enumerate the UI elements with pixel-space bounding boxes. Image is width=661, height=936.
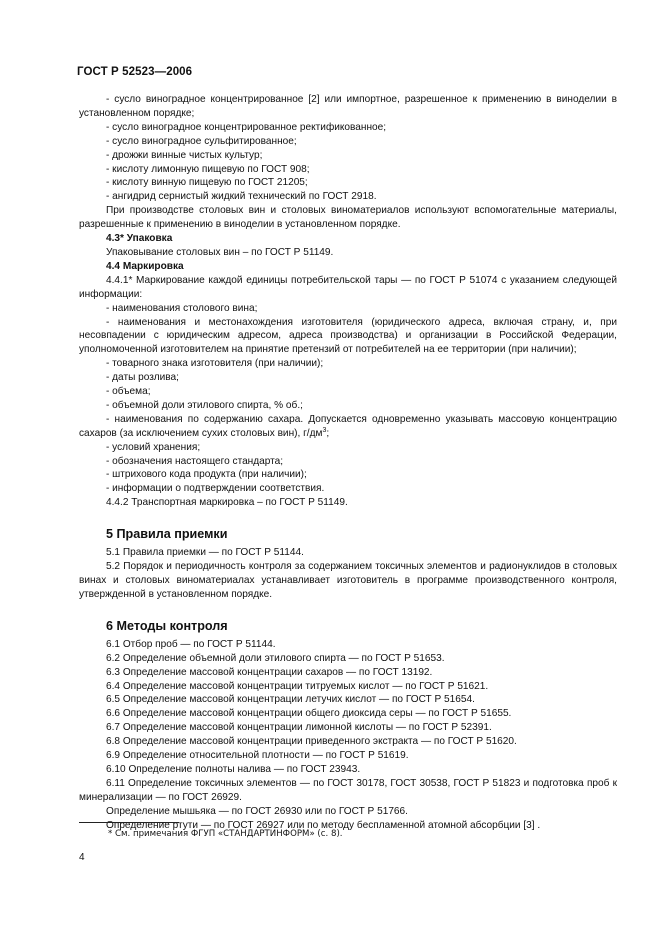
list-item: - информации о подтверждении соответствия. bbox=[106, 483, 325, 495]
list-item: - условий хранения; bbox=[106, 441, 201, 453]
list-item bbox=[79, 413, 617, 441]
document-body bbox=[79, 93, 617, 833]
document-header: ГОСТ Р 52523—2006 bbox=[77, 66, 193, 78]
paragraph: 4.4.2 Транспортная маркировка – по ГОСТ Р 51149. bbox=[106, 497, 348, 509]
paragraph: 5.2 Порядок и периодичность контроля за содержанием токсичных элементов и радионуклидов в столовых винах и столовых виноматериалах устанавливает изготовитель в программе производственного контроля, утвержденной в установленном порядке. bbox=[79, 561, 617, 600]
list-item: - дрожжи винные чистых культур; bbox=[106, 149, 263, 161]
page-number: 4 bbox=[79, 852, 85, 863]
superscript: 3 bbox=[322, 426, 327, 434]
footnote-divider bbox=[79, 822, 179, 823]
list-item: - кислоту лимонную пищевую по ГОСТ 908; bbox=[106, 163, 310, 175]
list-item: - штрихового кода продукта (при наличии); bbox=[106, 469, 307, 481]
list-item: - сусло виноградное сульфитированное; bbox=[106, 135, 297, 147]
paragraph: 6.5 Определение массовой концентрации летучих кислот — по ГОСТ Р 51654. bbox=[106, 694, 475, 706]
paragraph: 6.8 Определение массовой концентрации приведенного экстракта — по ГОСТ Р 51620. bbox=[106, 736, 517, 748]
sugar-item-text: - наименования по содержанию сахара. Допускается одновременно указывать массовую концентрацию сахаров (за исключением сухих столовых вин), г/дм bbox=[79, 413, 617, 439]
paragraph: 6.7 Определение массовой концентрации лимонной кислоты — по ГОСТ Р 52391. bbox=[106, 722, 492, 734]
list-item: - обозначения настоящего стандарта; bbox=[106, 455, 284, 467]
paragraph: 6.2 Определение объемной доли этилового спирта — по ГОСТ Р 51653. bbox=[106, 652, 445, 664]
subsection-heading-4-3: 4.3* Упаковка bbox=[106, 233, 173, 245]
paragraph: 6.6 Определение массовой концентрации общего диоксида серы — по ГОСТ Р 51655. bbox=[106, 708, 512, 720]
subsection-heading-4-4: 4.4 Маркировка bbox=[106, 260, 184, 272]
list-item: - товарного знака изготовителя (при наличии); bbox=[106, 358, 324, 370]
list-item: - объемной доли этилового спирта, % об.; bbox=[106, 399, 303, 411]
paragraph: 6.10 Определение полноты налива — по ГОСТ 23943. bbox=[106, 763, 361, 775]
section-heading-5: 5 Правила приемки bbox=[106, 527, 228, 542]
paragraph: При производстве столовых вин и столовых виноматериалов используют вспомогательные материалы, разрешенные к применению в виноделии в установленном порядке. bbox=[79, 205, 617, 231]
list-item: - даты розлива; bbox=[106, 372, 179, 384]
paragraph: 5.1 Правила приемки — по ГОСТ Р 51144. bbox=[106, 547, 304, 559]
paragraph: 6.3 Определение массовой концентрации сахаров — по ГОСТ 13192. bbox=[106, 666, 433, 678]
footnote: * См. примечания ФГУП «СТАНДАРТИНФОРМ» (с. 8). bbox=[108, 829, 343, 839]
paragraph: 4.4.1* Маркирование каждой единицы потребительской тары — по ГОСТ Р 51074 с указанием следующей информации: bbox=[79, 274, 617, 300]
list-item: - сусло виноградное концентрированное ректификованное; bbox=[106, 121, 387, 133]
list-item: - ангидрид сернистый жидкий технический по ГОСТ 2918. bbox=[106, 191, 377, 203]
paragraph: 6.11 Определение токсичных элементов — по ГОСТ 30178, ГОСТ 30538, ГОСТ Р 51823 и подготовка проб к минерализации — по ГОСТ 26929. bbox=[79, 777, 617, 803]
paragraph: Определение ртути — по ГОСТ 26927 или по методу беспламенной атомной абсорбции [3] . bbox=[106, 819, 541, 831]
list-item: - объема; bbox=[106, 386, 151, 398]
paragraph: Определение мышьяка — по ГОСТ 26930 или по ГОСТ Р 51766. bbox=[106, 805, 408, 817]
list-item: - наименования столового вина; bbox=[106, 302, 258, 314]
list-item: - наименования и местонахождения изготовителя (юридического адреса, включая страну, и, при несовпадении с юридическим адресом, адреса производства) и организации в Российской Федерации, уполномоченной изготовителем на принятие претензий от потребителей на ее территории (при наличии); bbox=[79, 316, 617, 356]
paragraph: 6.4 Определение массовой концентрации титруемых кислот — по ГОСТ Р 51621. bbox=[106, 680, 489, 692]
list-item: - кислоту винную пищевую по ГОСТ 21205; bbox=[106, 177, 308, 189]
sugar-item-end: ; bbox=[326, 427, 330, 439]
paragraph: 6.9 Определение относительной плотности — по ГОСТ Р 51619. bbox=[106, 750, 409, 762]
paragraph: 6.1 Отбор проб — по ГОСТ Р 51144. bbox=[106, 638, 276, 650]
list-item: - сусло виноградное концентрированное [2] или импортное, разрешенное к применению в виноделии в установленном порядке; bbox=[79, 94, 617, 119]
paragraph: Упаковывание столовых вин – по ГОСТ Р 51149. bbox=[106, 246, 334, 258]
section-heading-6: 6 Методы контроля bbox=[106, 618, 228, 633]
